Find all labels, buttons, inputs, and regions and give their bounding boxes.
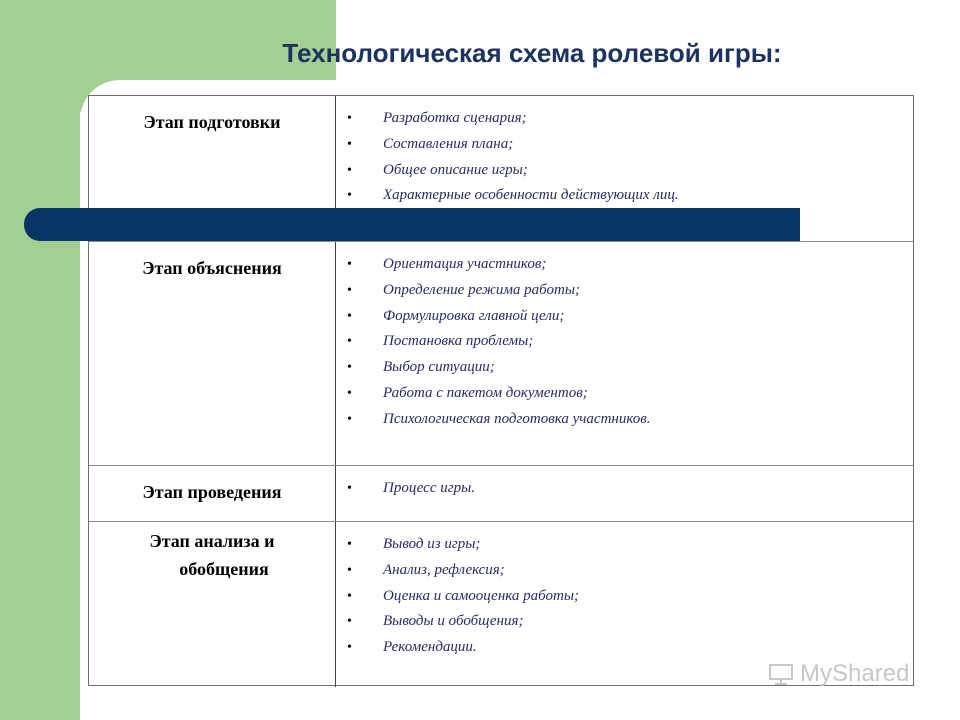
list-item: • Оценка и самооценка работы;	[341, 584, 579, 610]
list-item: • Ориентация участников;	[341, 252, 651, 278]
schema-table	[88, 95, 914, 686]
stage-name	[89, 527, 335, 583]
table-row-conduct	[89, 465, 913, 521]
stage-items	[341, 106, 679, 209]
list-item: • Вывод из игры;	[341, 532, 579, 558]
presentation-icon	[768, 663, 794, 685]
list-item: • Характерные особенности действующих лиц.	[341, 183, 679, 209]
list-item: • Выбор ситуации;	[341, 355, 651, 381]
list-item: • Формулировка главной цели;	[341, 304, 651, 330]
list-item: • Составления плана;	[341, 132, 679, 158]
stage-name: Этап проведения	[142, 482, 282, 502]
list-item: • Процесс игры.	[341, 476, 475, 502]
stage-name: Этап подготовки	[143, 112, 281, 132]
stage-name-line1: Этап анализа и	[149, 531, 275, 551]
list-item: • Разработка сценария;	[341, 106, 679, 132]
watermark-text: MyShared	[800, 660, 910, 687]
list-item: • Выводы и обобщения;	[341, 609, 579, 635]
stage-items	[341, 476, 475, 502]
column-divider	[335, 522, 336, 687]
list-item: • Общее описание игры;	[341, 158, 679, 184]
column-divider	[335, 466, 336, 521]
list-item: • Анализ, рефлексия;	[341, 558, 579, 584]
list-item: • Рекомендации.	[341, 635, 579, 661]
stage-items	[341, 532, 579, 661]
list-item: • Постановка проблемы;	[341, 329, 651, 355]
column-divider	[335, 242, 336, 465]
list-item: • Психологическая подготовка участников.	[341, 407, 651, 433]
list-item: • Определение режима работы;	[341, 278, 651, 304]
list-item: • Работа с пакетом документов;	[341, 381, 651, 407]
stage-name-line2: обобщения	[179, 559, 269, 579]
slide-title: Технологическая схема ролевой игры:	[282, 38, 782, 68]
stage-name: Этап объяснения	[142, 258, 282, 278]
decorative-navy-band	[24, 208, 800, 241]
watermark	[768, 660, 909, 688]
stage-items	[341, 252, 651, 433]
table-row-explanation	[89, 241, 913, 465]
